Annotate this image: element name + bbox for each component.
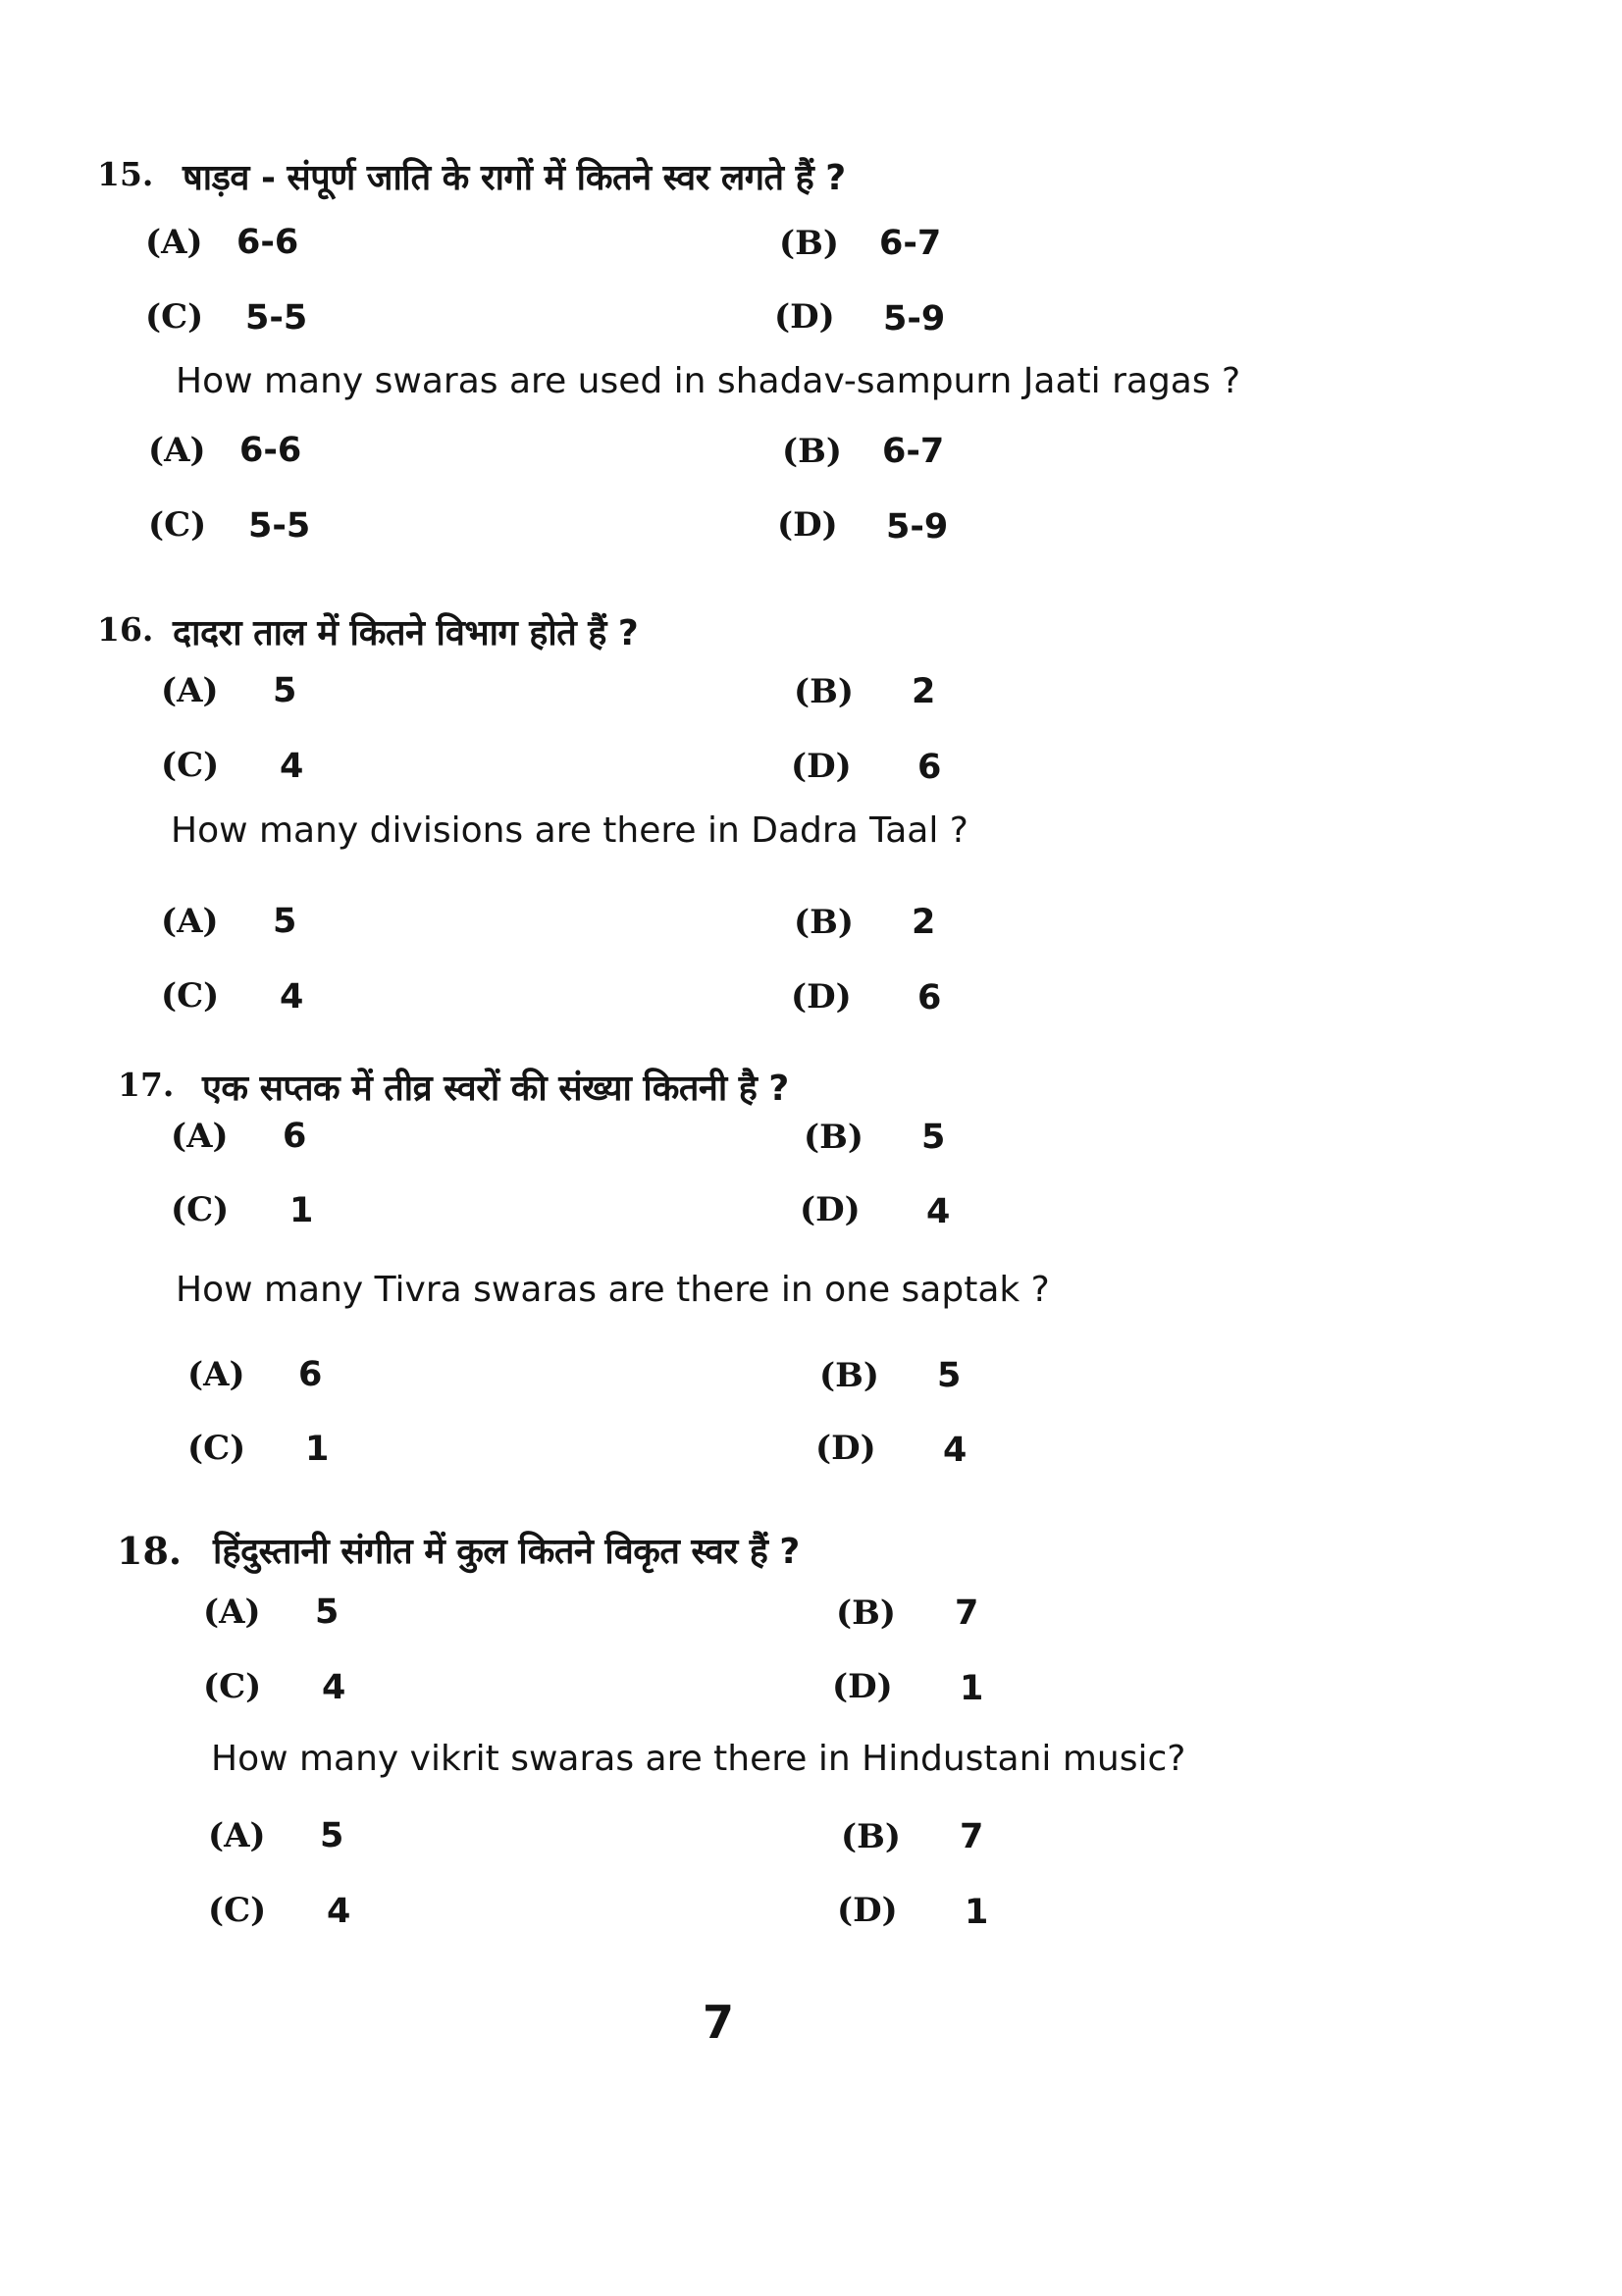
option-value: 5-5	[248, 506, 311, 546]
option-value: 7	[960, 1817, 984, 1856]
option-label: (A)	[148, 431, 206, 470]
option-value: 5-5	[245, 298, 308, 338]
question-text-hindi: एक सप्तक में तीव्र स्वरों की संख्या कितनी है ?	[202, 1069, 789, 1109]
option-value: 5	[315, 1592, 340, 1632]
question-text-hindi: षाड़व - संपूर्ण जाति के रागों में कितने स्वर लगते हैं ?	[183, 158, 846, 198]
option-label: (A)	[171, 1117, 229, 1156]
question-text-english: How many vikrit swaras are there in Hindustani music?	[211, 1739, 1186, 1779]
option-label: (A)	[145, 223, 203, 262]
option-value: 4	[943, 1431, 968, 1470]
option-label: (C)	[161, 976, 220, 1016]
option-label: (D)	[777, 505, 838, 545]
option-label: (C)	[148, 505, 207, 545]
option-value: 6-6	[236, 223, 299, 262]
option-value: 2	[912, 672, 936, 711]
option-label: (D)	[791, 977, 852, 1017]
question-text-hindi: हिंदुस्तानी संगीत में कुल कितने विकृत स्वर हैं ?	[213, 1532, 800, 1572]
option-value: 6	[917, 978, 942, 1018]
option-label: (C)	[208, 1891, 267, 1930]
option-label: (C)	[203, 1667, 262, 1706]
option-value: 4	[322, 1668, 346, 1707]
option-value: 6-7	[882, 432, 945, 471]
option-value: 4	[280, 747, 304, 786]
option-value: 5	[273, 671, 297, 710]
option-value: 4	[280, 977, 304, 1017]
page-number: 7	[703, 1996, 735, 2049]
option-value: 5	[320, 1816, 344, 1855]
option-label: (D)	[791, 747, 852, 786]
option-value: 6-7	[879, 224, 942, 263]
question-number: 15.	[97, 155, 154, 193]
option-label: (B)	[804, 1118, 863, 1157]
option-label: (D)	[832, 1667, 893, 1706]
option-label: (D)	[815, 1429, 876, 1468]
option-label: (B)	[819, 1356, 879, 1395]
question-text-english: How many swaras are used in shadav-sampurn Jaati ragas ?	[176, 361, 1241, 401]
option-label: (A)	[208, 1816, 266, 1855]
question-number: 18.	[117, 1529, 183, 1573]
option-label: (C)	[145, 297, 204, 337]
option-label: (A)	[203, 1592, 261, 1632]
option-value: 5	[937, 1356, 962, 1395]
option-label: (C)	[187, 1429, 246, 1468]
option-label: (A)	[187, 1355, 245, 1394]
option-label: (D)	[774, 297, 835, 337]
option-value: 6	[917, 748, 942, 787]
question-text-english: How many Tivra swaras are there in one saptak ?	[176, 1270, 1050, 1310]
option-value: 6	[283, 1117, 307, 1156]
option-value: 5	[921, 1118, 946, 1157]
option-value: 4	[926, 1192, 951, 1231]
option-label: (D)	[837, 1891, 898, 1930]
option-label: (B)	[841, 1817, 901, 1856]
option-label: (A)	[161, 902, 219, 941]
question-text-hindi: दादरा ताल में कितने विभाग होते हैं ?	[173, 613, 639, 653]
option-label: (B)	[782, 432, 842, 471]
question-number: 17.	[118, 1066, 175, 1104]
option-label: (B)	[794, 903, 854, 942]
option-value: 5	[273, 902, 297, 941]
question-text-english: How many divisions are there in Dadra Taal ?	[171, 810, 968, 851]
option-value: 6	[298, 1355, 323, 1394]
question-number: 16.	[97, 610, 154, 649]
option-value: 1	[965, 1893, 989, 1932]
option-value: 5-9	[886, 507, 949, 547]
option-label: (A)	[161, 671, 219, 710]
option-value: 1	[289, 1191, 314, 1230]
option-value: 6-6	[239, 431, 302, 470]
option-label: (C)	[161, 746, 220, 785]
option-label: (C)	[171, 1190, 230, 1229]
option-label: (D)	[800, 1190, 861, 1229]
option-value: 7	[955, 1593, 979, 1633]
option-value: 5-9	[883, 299, 946, 339]
option-label: (B)	[794, 672, 854, 711]
option-label: (B)	[836, 1593, 896, 1633]
option-value: 2	[912, 903, 936, 942]
option-value: 1	[305, 1430, 330, 1469]
option-value: 1	[960, 1669, 984, 1708]
option-label: (B)	[779, 224, 839, 263]
option-value: 4	[327, 1892, 351, 1931]
